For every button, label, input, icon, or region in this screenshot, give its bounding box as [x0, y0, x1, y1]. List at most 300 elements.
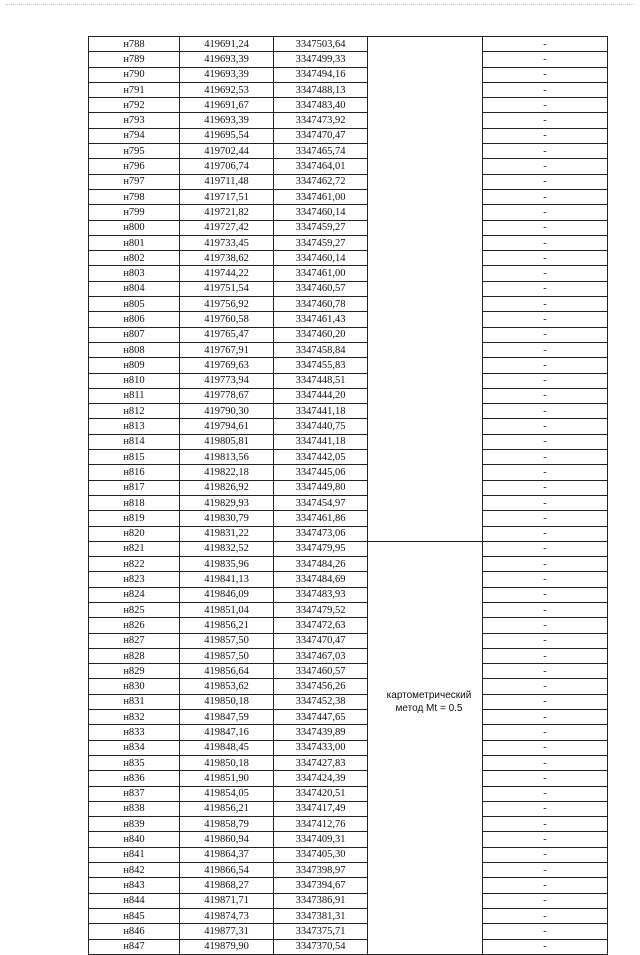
x-coordinate-cell: 419874,73: [180, 908, 274, 923]
table-row: [89, 847, 608, 862]
deviation-cell: -: [483, 220, 608, 235]
deviation-cell: -: [483, 358, 608, 373]
point-id-cell: н808: [89, 342, 180, 357]
point-id-cell: н832: [89, 710, 180, 725]
coordinates-table: [88, 36, 608, 955]
deviation-cell: -: [483, 82, 608, 97]
method-cell: [368, 740, 483, 755]
table-row: [89, 832, 608, 847]
y-coordinate-cell: 3347460,78: [274, 297, 368, 312]
deviation-cell: -: [483, 939, 608, 954]
y-coordinate-cell: 3347472,63: [274, 618, 368, 633]
method-cell: [368, 495, 483, 510]
y-coordinate-cell: 3347452,38: [274, 694, 368, 709]
method-line-1: картометрический: [386, 690, 472, 701]
y-coordinate-cell: 3347488,13: [274, 82, 368, 97]
point-id-cell: н797: [89, 174, 180, 189]
method-cell: [368, 434, 483, 449]
y-coordinate-cell: 3347444,20: [274, 388, 368, 403]
x-coordinate-cell: 419841,13: [180, 572, 274, 587]
table-row: [89, 878, 608, 893]
y-coordinate-cell: 3347479,95: [274, 541, 368, 556]
y-coordinate-cell: 3347405,30: [274, 847, 368, 862]
y-coordinate-cell: 3347445,06: [274, 465, 368, 480]
deviation-cell: -: [483, 281, 608, 296]
deviation-cell: -: [483, 863, 608, 878]
y-coordinate-cell: 3347479,52: [274, 602, 368, 617]
method-cell: [368, 893, 483, 908]
point-id-cell: н841: [89, 847, 180, 862]
table-row: [89, 572, 608, 587]
y-coordinate-cell: 3347460,20: [274, 327, 368, 342]
x-coordinate-cell: 419778,67: [180, 388, 274, 403]
deviation-cell: -: [483, 878, 608, 893]
x-coordinate-cell: 419813,56: [180, 450, 274, 465]
x-coordinate-cell: 419850,18: [180, 755, 274, 770]
method-cell: [368, 725, 483, 740]
point-id-cell: н817: [89, 480, 180, 495]
x-coordinate-cell: 419805,81: [180, 434, 274, 449]
y-coordinate-cell: 3347424,39: [274, 771, 368, 786]
point-id-cell: н789: [89, 52, 180, 67]
deviation-cell: -: [483, 786, 608, 801]
x-coordinate-cell: 419765,47: [180, 327, 274, 342]
method-cell: [368, 557, 483, 572]
method-cell: [368, 67, 483, 82]
point-id-cell: н822: [89, 557, 180, 572]
method-cell: [368, 205, 483, 220]
table-row: [89, 235, 608, 250]
deviation-cell: -: [483, 908, 608, 923]
method-note: [372, 689, 486, 715]
deviation-cell: -: [483, 572, 608, 587]
deviation-cell: -: [483, 327, 608, 342]
y-coordinate-cell: 3347483,40: [274, 98, 368, 113]
x-coordinate-cell: 419856,21: [180, 801, 274, 816]
y-coordinate-cell: 3347460,14: [274, 205, 368, 220]
method-cell: [368, 144, 483, 159]
table-body: [89, 37, 608, 955]
point-id-cell: н847: [89, 939, 180, 954]
deviation-cell: -: [483, 801, 608, 816]
table-row: [89, 266, 608, 281]
scan-edge-dots: [6, 4, 634, 11]
table-row: [89, 725, 608, 740]
y-coordinate-cell: 3347503,64: [274, 37, 368, 52]
x-coordinate-cell: 419767,91: [180, 342, 274, 357]
point-id-cell: н798: [89, 189, 180, 204]
point-id-cell: н831: [89, 694, 180, 709]
table-row: [89, 281, 608, 296]
method-cell: [368, 37, 483, 52]
deviation-cell: -: [483, 113, 608, 128]
method-cell: [368, 664, 483, 679]
x-coordinate-cell: 419773,94: [180, 373, 274, 388]
x-coordinate-cell: 419846,09: [180, 587, 274, 602]
y-coordinate-cell: 3347467,03: [274, 648, 368, 663]
method-cell: [368, 404, 483, 419]
method-cell: [368, 113, 483, 128]
point-id-cell: н790: [89, 67, 180, 82]
table-row: [89, 327, 608, 342]
table-row: [89, 174, 608, 189]
point-id-cell: н821: [89, 541, 180, 556]
point-id-cell: н826: [89, 618, 180, 633]
y-coordinate-cell: 3347460,57: [274, 664, 368, 679]
x-coordinate-cell: 419829,93: [180, 495, 274, 510]
point-id-cell: н829: [89, 664, 180, 679]
method-cell: [368, 82, 483, 97]
deviation-cell: -: [483, 312, 608, 327]
x-coordinate-cell: 419794,61: [180, 419, 274, 434]
table-row: [89, 694, 608, 709]
deviation-cell: -: [483, 128, 608, 143]
method-cell: [368, 281, 483, 296]
y-coordinate-cell: 3347494,16: [274, 67, 368, 82]
deviation-cell: -: [483, 648, 608, 663]
deviation-cell: -: [483, 205, 608, 220]
method-cell: [368, 755, 483, 770]
method-cell: [368, 312, 483, 327]
deviation-cell: -: [483, 924, 608, 939]
table-row: [89, 511, 608, 526]
deviation-cell: -: [483, 893, 608, 908]
point-id-cell: н843: [89, 878, 180, 893]
x-coordinate-cell: 419831,22: [180, 526, 274, 541]
deviation-cell: -: [483, 526, 608, 541]
point-id-cell: н846: [89, 924, 180, 939]
method-cell: [368, 465, 483, 480]
y-coordinate-cell: 3347417,49: [274, 801, 368, 816]
point-id-cell: н810: [89, 373, 180, 388]
x-coordinate-cell: 419858,79: [180, 817, 274, 832]
table-row: [89, 434, 608, 449]
y-coordinate-cell: 3347433,00: [274, 740, 368, 755]
deviation-cell: -: [483, 52, 608, 67]
point-id-cell: н839: [89, 817, 180, 832]
y-coordinate-cell: 3347460,57: [274, 281, 368, 296]
x-coordinate-cell: 419693,39: [180, 113, 274, 128]
deviation-cell: -: [483, 235, 608, 250]
method-cell: [368, 602, 483, 617]
deviation-cell: -: [483, 664, 608, 679]
deviation-cell: -: [483, 557, 608, 572]
x-coordinate-cell: 419856,64: [180, 664, 274, 679]
x-coordinate-cell: 419738,62: [180, 251, 274, 266]
table-row: [89, 801, 608, 816]
deviation-cell: -: [483, 495, 608, 510]
method-cell: [368, 847, 483, 862]
x-coordinate-cell: 419693,39: [180, 52, 274, 67]
y-coordinate-cell: 3347462,72: [274, 174, 368, 189]
table-row: [89, 648, 608, 663]
table-row: [89, 755, 608, 770]
y-coordinate-cell: 3347409,31: [274, 832, 368, 847]
x-coordinate-cell: 419826,92: [180, 480, 274, 495]
point-id-cell: н814: [89, 434, 180, 449]
method-cell: [368, 480, 483, 495]
point-id-cell: н793: [89, 113, 180, 128]
y-coordinate-cell: 3347461,00: [274, 266, 368, 281]
y-coordinate-cell: 3347484,26: [274, 557, 368, 572]
x-coordinate-cell: 419866,54: [180, 863, 274, 878]
y-coordinate-cell: 3347461,00: [274, 189, 368, 204]
method-cell: [368, 786, 483, 801]
method-cell: [368, 128, 483, 143]
method-cell: [368, 541, 483, 556]
method-cell: [368, 327, 483, 342]
point-id-cell: н806: [89, 312, 180, 327]
table-row: [89, 159, 608, 174]
method-cell: [368, 373, 483, 388]
point-id-cell: н830: [89, 679, 180, 694]
x-coordinate-cell: 419711,48: [180, 174, 274, 189]
method-cell: [368, 358, 483, 373]
deviation-cell: -: [483, 465, 608, 480]
table-row: [89, 679, 608, 694]
y-coordinate-cell: 3347441,18: [274, 404, 368, 419]
deviation-cell: -: [483, 602, 608, 617]
deviation-cell: -: [483, 847, 608, 862]
method-cell: [368, 817, 483, 832]
table-row: [89, 37, 608, 52]
x-coordinate-cell: 419832,52: [180, 541, 274, 556]
point-id-cell: н800: [89, 220, 180, 235]
point-id-cell: н837: [89, 786, 180, 801]
x-coordinate-cell: 419857,50: [180, 633, 274, 648]
point-id-cell: н824: [89, 587, 180, 602]
y-coordinate-cell: 3347420,51: [274, 786, 368, 801]
x-coordinate-cell: 419756,92: [180, 297, 274, 312]
method-cell: [368, 251, 483, 266]
x-coordinate-cell: 419717,51: [180, 189, 274, 204]
deviation-cell: -: [483, 404, 608, 419]
point-id-cell: н840: [89, 832, 180, 847]
y-coordinate-cell: 3347455,83: [274, 358, 368, 373]
deviation-cell: -: [483, 159, 608, 174]
deviation-cell: -: [483, 189, 608, 204]
deviation-cell: -: [483, 98, 608, 113]
x-coordinate-cell: 419853,62: [180, 679, 274, 694]
table-row: [89, 465, 608, 480]
point-id-cell: н844: [89, 893, 180, 908]
point-id-cell: н792: [89, 98, 180, 113]
method-cell: [368, 633, 483, 648]
deviation-cell: -: [483, 434, 608, 449]
y-coordinate-cell: 3347473,92: [274, 113, 368, 128]
point-id-cell: н827: [89, 633, 180, 648]
method-cell: [368, 924, 483, 939]
x-coordinate-cell: 419721,82: [180, 205, 274, 220]
y-coordinate-cell: 3347456,26: [274, 679, 368, 694]
point-id-cell: н834: [89, 740, 180, 755]
method-cell: [368, 618, 483, 633]
y-coordinate-cell: 3347461,43: [274, 312, 368, 327]
table-row: [89, 220, 608, 235]
method-cell: [368, 419, 483, 434]
y-coordinate-cell: 3347470,47: [274, 128, 368, 143]
y-coordinate-cell: 3347398,97: [274, 863, 368, 878]
point-id-cell: н788: [89, 37, 180, 52]
point-id-cell: н796: [89, 159, 180, 174]
deviation-cell: -: [483, 174, 608, 189]
point-id-cell: н807: [89, 327, 180, 342]
y-coordinate-cell: 3347458,84: [274, 342, 368, 357]
deviation-cell: -: [483, 388, 608, 403]
table-row: [89, 602, 608, 617]
y-coordinate-cell: 3347375,71: [274, 924, 368, 939]
point-id-cell: н818: [89, 495, 180, 510]
method-cell: [368, 587, 483, 602]
point-id-cell: н813: [89, 419, 180, 434]
y-coordinate-cell: 3347470,47: [274, 633, 368, 648]
deviation-cell: -: [483, 755, 608, 770]
deviation-cell: -: [483, 450, 608, 465]
deviation-cell: -: [483, 740, 608, 755]
point-id-cell: н802: [89, 251, 180, 266]
table-row: [89, 113, 608, 128]
point-id-cell: н811: [89, 388, 180, 403]
table-row: [89, 664, 608, 679]
table-row: [89, 450, 608, 465]
y-coordinate-cell: 3347441,18: [274, 434, 368, 449]
y-coordinate-cell: 3347465,74: [274, 144, 368, 159]
table-row: [89, 924, 608, 939]
y-coordinate-cell: 3347461,86: [274, 511, 368, 526]
method-cell: [368, 342, 483, 357]
table-row: [89, 373, 608, 388]
deviation-cell: -: [483, 511, 608, 526]
x-coordinate-cell: 419879,90: [180, 939, 274, 954]
table-row: [89, 128, 608, 143]
x-coordinate-cell: 419702,44: [180, 144, 274, 159]
method-cell: [368, 98, 483, 113]
method-cell: [368, 878, 483, 893]
point-id-cell: н819: [89, 511, 180, 526]
method-cell: [368, 908, 483, 923]
table-row: [89, 786, 608, 801]
deviation-cell: -: [483, 710, 608, 725]
x-coordinate-cell: 419693,39: [180, 67, 274, 82]
y-coordinate-cell: 3347427,83: [274, 755, 368, 770]
table-row: [89, 358, 608, 373]
y-coordinate-cell: 3347447,65: [274, 710, 368, 725]
deviation-cell: -: [483, 251, 608, 266]
deviation-cell: -: [483, 618, 608, 633]
y-coordinate-cell: 3347394,67: [274, 878, 368, 893]
x-coordinate-cell: 419769,63: [180, 358, 274, 373]
x-coordinate-cell: 419871,71: [180, 893, 274, 908]
y-coordinate-cell: 3347412,76: [274, 817, 368, 832]
x-coordinate-cell: 419877,31: [180, 924, 274, 939]
deviation-cell: -: [483, 144, 608, 159]
method-cell: [368, 939, 483, 954]
y-coordinate-cell: 3347473,06: [274, 526, 368, 541]
table-row: [89, 893, 608, 908]
method-cell: [368, 648, 483, 663]
point-id-cell: н828: [89, 648, 180, 663]
y-coordinate-cell: 3347454,97: [274, 495, 368, 510]
x-coordinate-cell: 419822,18: [180, 465, 274, 480]
point-id-cell: н835: [89, 755, 180, 770]
y-coordinate-cell: 3347459,27: [274, 220, 368, 235]
deviation-cell: -: [483, 373, 608, 388]
x-coordinate-cell: 419854,05: [180, 786, 274, 801]
table-row: [89, 710, 608, 725]
point-id-cell: н823: [89, 572, 180, 587]
table-row: [89, 297, 608, 312]
table-row: [89, 618, 608, 633]
table-row: [89, 388, 608, 403]
point-id-cell: н804: [89, 281, 180, 296]
table-row: [89, 205, 608, 220]
method-cell: [368, 863, 483, 878]
table-row: [89, 189, 608, 204]
deviation-cell: -: [483, 832, 608, 847]
table-row: [89, 771, 608, 786]
table-row: [89, 526, 608, 541]
point-id-cell: н794: [89, 128, 180, 143]
point-id-cell: н820: [89, 526, 180, 541]
point-id-cell: н833: [89, 725, 180, 740]
table-row: [89, 82, 608, 97]
deviation-cell: -: [483, 587, 608, 602]
method-cell: [368, 189, 483, 204]
deviation-cell: -: [483, 37, 608, 52]
table-row: [89, 541, 608, 556]
deviation-cell: -: [483, 725, 608, 740]
y-coordinate-cell: 3347499,33: [274, 52, 368, 67]
x-coordinate-cell: 419860,94: [180, 832, 274, 847]
y-coordinate-cell: 3347448,51: [274, 373, 368, 388]
y-coordinate-cell: 3347460,14: [274, 251, 368, 266]
x-coordinate-cell: 419695,54: [180, 128, 274, 143]
method-cell: [368, 220, 483, 235]
y-coordinate-cell: 3347483,93: [274, 587, 368, 602]
point-id-cell: н795: [89, 144, 180, 159]
deviation-cell: -: [483, 541, 608, 556]
method-cell: [368, 511, 483, 526]
x-coordinate-cell: 419856,21: [180, 618, 274, 633]
method-cell: [368, 526, 483, 541]
point-id-cell: н801: [89, 235, 180, 250]
x-coordinate-cell: 419692,53: [180, 82, 274, 97]
x-coordinate-cell: 419691,67: [180, 98, 274, 113]
table-row: [89, 419, 608, 434]
point-id-cell: н799: [89, 205, 180, 220]
deviation-cell: -: [483, 771, 608, 786]
y-coordinate-cell: 3347440,75: [274, 419, 368, 434]
point-id-cell: н836: [89, 771, 180, 786]
deviation-cell: -: [483, 817, 608, 832]
deviation-cell: -: [483, 480, 608, 495]
y-coordinate-cell: 3347442,05: [274, 450, 368, 465]
method-cell: [368, 388, 483, 403]
deviation-cell: -: [483, 694, 608, 709]
method-cell: [368, 174, 483, 189]
point-id-cell: н842: [89, 863, 180, 878]
point-id-cell: н838: [89, 801, 180, 816]
point-id-cell: н815: [89, 450, 180, 465]
point-id-cell: н816: [89, 465, 180, 480]
x-coordinate-cell: 419851,90: [180, 771, 274, 786]
method-cell: [368, 771, 483, 786]
deviation-cell: -: [483, 67, 608, 82]
table-row: [89, 404, 608, 419]
table-row: [89, 52, 608, 67]
point-id-cell: н803: [89, 266, 180, 281]
x-coordinate-cell: 419790,30: [180, 404, 274, 419]
